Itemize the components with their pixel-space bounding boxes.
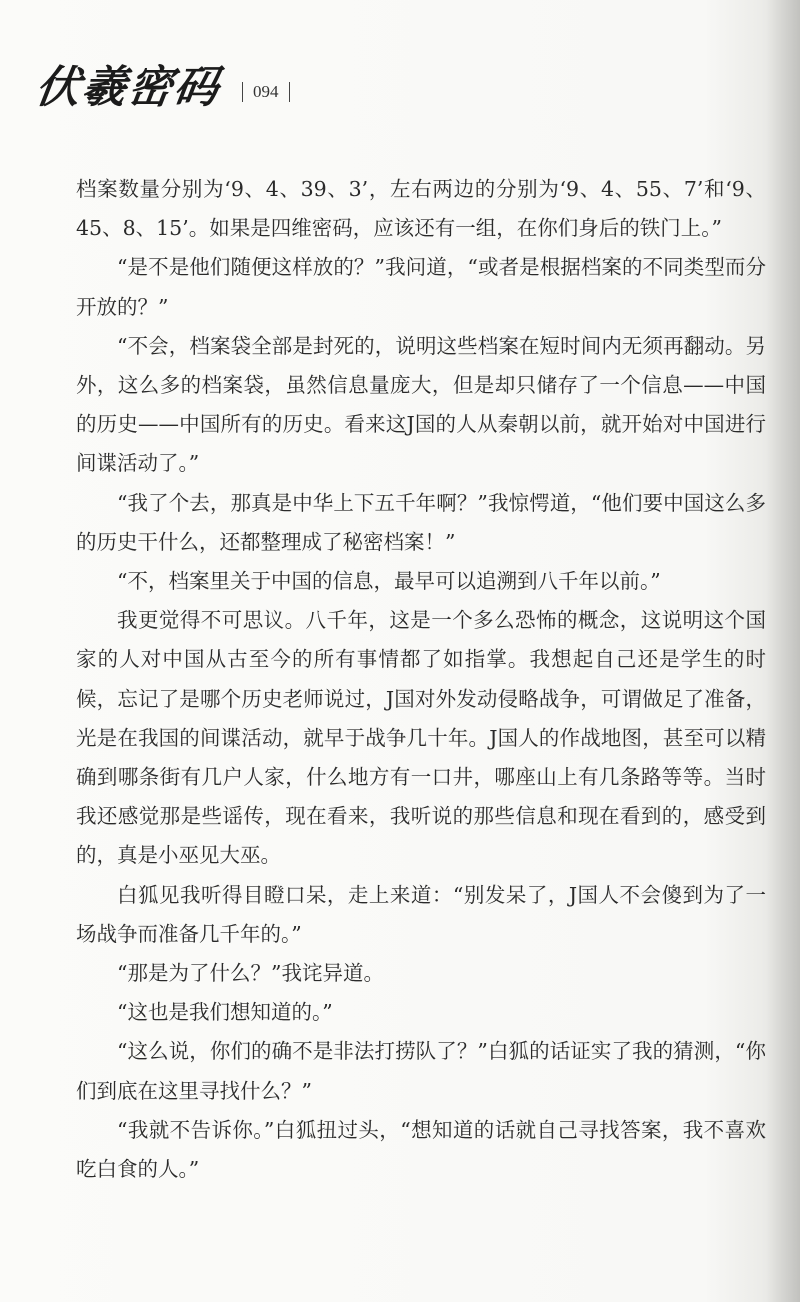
paragraph: “这么说，你们的确不是非法打捞队了？”白狐的话证实了我的猜测，“你们到底在这里寻找什么？” [76,1039,766,1103]
paragraph: 档案数量分别为‘9、4、39、3’，左右两边的分别为‘9、4、55、7’和‘9、45、8、15’。如果是四维密码，应该还有一组，在你们身后的铁门上。” [76,177,766,241]
paragraph: “我了个去，那真是中华上下五千年啊？”我惊愕道，“他们要中国这么多的历史干什么，还都整理成了秘密档案！” [76,490,766,554]
body-text [76,170,766,1189]
spine-shadow [766,0,800,1302]
page-number-block [242,82,290,102]
divider [289,82,290,102]
paragraph: “不，档案里关于中国的信息，最早可以追溯到八千年以前。” [117,569,661,594]
page-number: 094 [253,82,279,101]
paragraph: “是不是他们随便这样放的？”我问道，“或者是根据档案的不同类型而分开放的？” [76,255,766,319]
paragraph: 我更觉得不可思议。八千年，这是一个多么恐怖的概念，这说明这个国家的人对中国从古至今的所有事情都了如指掌。我想起自己还是学生的时候，忘记了是哪个历史老师说过，J国对外发动侵略战争，可谓做足了准备，光是在我国的间谍活动，就早于战争几十年。J国人的作战地图，甚至可以精确到哪条街有几户人家，什么地方有一口井，哪座山上有几条路等等。当时我还感觉那是些谣传，现在看来，我听说的那些信息和现在看到的，感受到的，真是小巫见大巫。 [76,608,766,868]
paragraph: 白狐见我听得目瞪口呆，走上来道：“别发呆了，J国人不会傻到为了一场战争而准备几千年的。” [76,882,766,946]
paragraph: “这也是我们想知道的。” [117,1000,333,1025]
book-title: 伏羲密码 [32,62,224,113]
page-header [32,58,290,118]
paragraph: “那是为了什么？”我诧异道。 [117,961,384,986]
paragraph: “我就不告诉你。”白狐扭过头，“想知道的话就自己寻找答案，我不喜欢吃白食的人。” [76,1117,766,1182]
divider [242,82,243,102]
paragraph: “不会，档案袋全部是封死的，说明这些档案在短时间内无须再翻动。另外，这么多的档案袋，虽然信息量庞大，但是却只储存了一个信息——中国的历史——中国所有的历史。看来这J国的人从秦朝以前，就开始对中国进行间谍活动了。” [76,333,766,476]
